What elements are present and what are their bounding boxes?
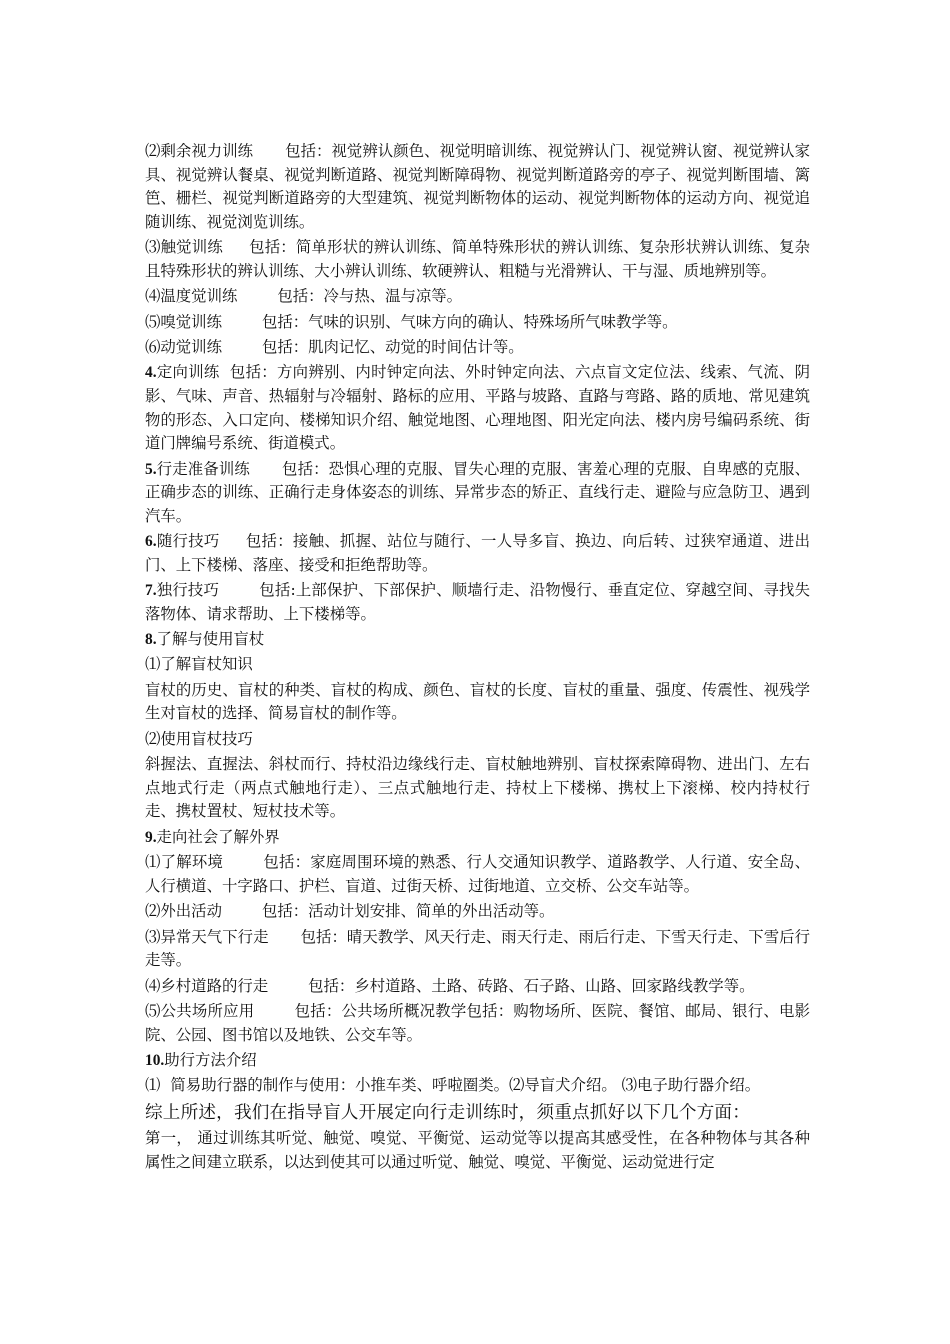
training-item — [145, 653, 810, 677]
training-item — [145, 900, 810, 924]
training-item — [145, 579, 810, 626]
training-item — [145, 336, 810, 360]
item-description: 包括：肌肉记忆、动觉的时间估计等。 — [261, 337, 524, 356]
training-item — [145, 926, 810, 973]
training-item — [145, 1074, 810, 1098]
item-number: 6. — [145, 533, 157, 551]
document-page — [145, 140, 810, 1176]
training-item — [145, 728, 810, 752]
training-item — [145, 851, 810, 898]
item-heading: ⑵剩余视力训练 — [145, 142, 254, 160]
item-description: 包括：方向辨别、内时钟定向法、外时钟定向法、六点盲文定位法、线索、气流、阴影、气味、声音、热辐射与冷辐射、路标的应用、平路与坡路、直路与弯路、路的质地、常见建筑物的形态、入口定向、楼梯知识介绍、触觉地图、心理地图、阳光定向法、楼内房号编码系统、街道门牌编号系统、街道模式。 — [145, 363, 810, 453]
training-item — [145, 236, 810, 283]
item-description: 包括：恐惧心理的克服、冒失心理的克服、害羞心理的克服、自卑感的克服、正确步态的训练、正确行走身体姿态的训练、异常步态的矫正、直线行走、避险与应急防卫、遇到汽车。 — [145, 459, 810, 525]
item-description: 简易助行器的制作与使用：小推车类、呼啦圈类。⑵导盲犬介绍。 ⑶电子助行器介绍。 — [170, 1076, 761, 1095]
training-item — [145, 753, 810, 824]
item-heading: 行走准备训练 — [156, 459, 250, 478]
item-heading: ⑴了解盲杖知识 — [145, 655, 253, 674]
item-number: 5. — [145, 460, 157, 478]
item-heading: ⑷乡村道路的行走 — [145, 976, 269, 995]
training-item — [145, 1000, 810, 1047]
item-heading: ⑷温度觉训练 — [145, 287, 238, 306]
training-item — [145, 628, 810, 652]
item-description: 包括：简单形状的辨认训练、简单特殊形状的辨认训练、复杂形状辨认训练、复杂且特殊形状的辨认训练、大小辨认训练、软硬辨认、粗糙与光滑辨认、干与湿、质地辨别等。 — [145, 238, 810, 280]
item-number: 8. — [145, 631, 157, 649]
item-number: 4. — [145, 364, 157, 382]
item-description: 斜握法、直握法、斜杖而行、持杖沿边缘线行走、盲杖触地辨别、盲杖探索障碍物、进出门、左右点地式行走（两点式触地行走）、三点式触地行走、持杖上下楼梯、携杖上下滚梯、校内持杖行走、携杖置杖、短杖技术等。 — [145, 755, 810, 821]
item-heading: 助行方法介绍 — [164, 1050, 257, 1069]
training-item — [145, 1049, 810, 1073]
item-heading: ⑵外出活动 — [145, 902, 222, 921]
training-item — [145, 458, 810, 529]
item-heading: ⑶触觉训练 — [145, 238, 223, 257]
item-heading: ⑹动觉训练 — [145, 337, 222, 356]
item-heading: ⑸嗅觉训练 — [145, 312, 222, 331]
summary-paragraph: 综上所述，我们在指导盲人开展定向行走训练时，须重点抓好以下几个方面： — [145, 1102, 750, 1123]
training-items-list — [145, 140, 810, 1098]
training-item — [145, 285, 810, 309]
item-heading: ⑶异常天气下行走 — [145, 927, 269, 946]
training-item — [145, 311, 810, 335]
training-item — [145, 826, 810, 850]
first-point-paragraph: 第一， 通过训练其听觉、触觉、嗅觉、平衡觉、运动觉等以提高其感受性，在各种物体与其各种属性之间建立联系，以达到使其可以通过听觉、触觉、嗅觉、平衡觉、运动觉进行定 — [145, 1129, 810, 1172]
item-heading: 随行技巧 — [156, 532, 220, 551]
item-heading: ⑴ — [145, 1076, 161, 1095]
item-description: 包括：气味的识别、气味方向的确认、特殊场所气味教学等。 — [261, 312, 678, 331]
item-heading: 走向社会了解外界 — [156, 827, 280, 846]
item-description: 包括：家庭周围环境的熟悉、行人交通知识教学、道路教学、人行道、安全岛、人行横道、十字路口、护栏、盲道、过街天桥、过街地道、立交桥、公交车站等。 — [145, 853, 810, 895]
item-description: 包括：视觉辨认颜色、视觉明暗训练、视觉辨认门、视觉辨认窗、视觉辨认家具、视觉辨认餐桌、视觉判断道路、视觉判断障碍物、视觉判断道路旁的亭子、视觉判断围墙、篱笆、栅栏、视觉判断道路旁的大型建筑、视觉判断物体的运动、视觉判断物体的运动方向、视觉追随训练、视觉浏览训练。 — [145, 142, 810, 231]
item-number: 7. — [145, 582, 157, 600]
training-item — [145, 530, 810, 577]
item-heading: 了解与使用盲杖 — [156, 630, 265, 649]
item-description: 包括：乡村道路、土路、砖路、石子路、山路、回家路线教学等。 — [308, 976, 755, 995]
item-heading: ⑴了解环境 — [145, 853, 224, 872]
item-heading: ⑵使用盲杖技巧 — [145, 729, 253, 748]
item-heading: 独行技巧 — [156, 581, 220, 600]
item-description: 包括：晴天教学、风天行走、雨天行走、雨后行走、下雪天行走、下雪后行走等。 — [145, 927, 810, 970]
item-description: 包括：冷与热、温与凉等。 — [277, 287, 463, 306]
item-description: 包括：活动计划安排、简单的外出活动等。 — [261, 902, 555, 921]
training-item — [145, 140, 810, 234]
item-heading: 定向训练 — [156, 363, 220, 382]
training-item — [145, 361, 810, 455]
item-description: 盲杖的历史、盲杖的种类、盲杖的构成、颜色、盲杖的长度、盲杖的重量、强度、传震性、视残学生对盲杖的选择、简易盲杖的制作等。 — [145, 680, 810, 723]
item-description: 包括：公共场所概况教学包括：购物场所、医院、餐馆、邮局、银行、电影院、公园、图书馆以及地铁、公交车等。 — [145, 1001, 810, 1044]
training-item — [145, 975, 810, 999]
item-number: 10. — [145, 1051, 165, 1069]
item-number: 9. — [145, 828, 157, 846]
item-description: 包括:上部保护、下部保护、顺墙行走、沿物慢行、垂直定位、穿越空间、寻找失落物体、请求帮助、上下楼梯等。 — [145, 581, 810, 623]
item-description: 包括：接触、抓握、站位与随行、一人导多盲、换边、向后转、过狭窄通道、进出门、上下楼梯、落座、接受和拒绝帮助等。 — [145, 532, 810, 574]
training-item — [145, 679, 810, 726]
item-heading: ⑸公共场所应用 — [145, 1001, 255, 1020]
